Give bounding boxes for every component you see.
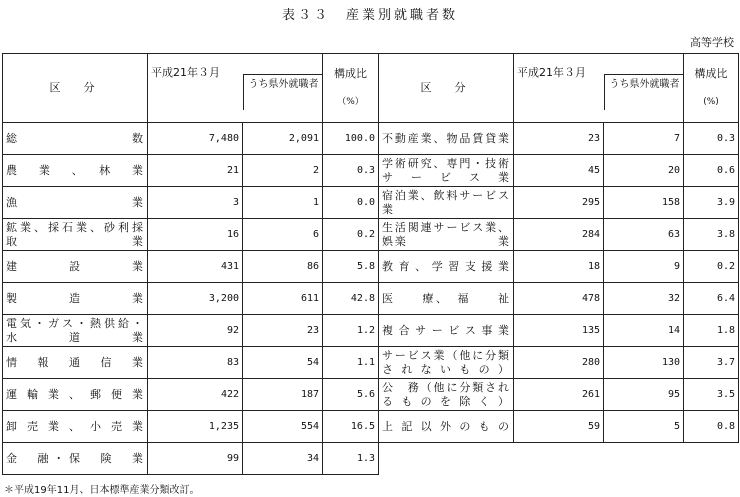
- header-ratio-right-label: 構成比: [694, 67, 728, 80]
- cell-outside: 54: [243, 347, 323, 379]
- row-label: 複合サービス事業: [379, 315, 514, 347]
- header-year-left-label: 平成21年３月: [151, 66, 220, 79]
- cell-total: 280: [514, 347, 604, 379]
- school-level-label: 高等学校: [690, 36, 734, 49]
- cell-total: 18: [514, 251, 604, 283]
- cell-outside: 34: [243, 443, 323, 475]
- header-ratio-right: [684, 54, 739, 123]
- cell-total: 59: [514, 411, 604, 443]
- row-label: 運輸業、郵便業: [3, 379, 148, 411]
- table-title: 表３３ 産業別就職者数: [281, 8, 458, 23]
- employment-table: [2, 53, 739, 475]
- cell-total: 21: [148, 155, 243, 187]
- cell-ratio: 0.6: [684, 155, 739, 187]
- cell-ratio: 0.8: [684, 411, 739, 443]
- cell-total: 23: [514, 123, 604, 155]
- cell-total: 478: [514, 283, 604, 315]
- row-label: 不動産業、物品賃貸業: [379, 123, 514, 155]
- cell-ratio: 1.3: [323, 443, 379, 475]
- row-label: 上記以外のもの: [379, 411, 514, 443]
- cell-outside: 1: [243, 187, 323, 219]
- header-year-left: [148, 54, 323, 123]
- cell-outside: 23: [243, 315, 323, 347]
- header-category-right: 区 分: [379, 54, 514, 123]
- cell-outside: 20: [604, 155, 684, 187]
- row-label: 電気・ガス・熱供給・ 水 道 業: [3, 315, 148, 347]
- footnote: ＊平成19年11月、日本標準産業分類改訂。: [4, 485, 200, 496]
- row-label: 公 務（他に分類されるものを除く）: [379, 379, 514, 411]
- header-ratio-left-unit: （%）: [337, 97, 364, 107]
- header-row: [3, 54, 739, 123]
- cell-ratio: 16.5: [323, 411, 379, 443]
- cell-outside: 611: [243, 283, 323, 315]
- row-label: 卸売業、小売業: [3, 411, 148, 443]
- cell-ratio: 0.2: [323, 219, 379, 251]
- table-row: [3, 443, 739, 475]
- cell-outside: 187: [243, 379, 323, 411]
- header-year-right-label: 平成21年３月: [517, 66, 586, 79]
- header-outside-right: うち県外就職者: [604, 74, 684, 110]
- cell-total: 261: [514, 379, 604, 411]
- cell-ratio: 6.4: [684, 283, 739, 315]
- cell-ratio: 3.8: [684, 219, 739, 251]
- cell-outside: 2,091: [243, 123, 323, 155]
- cell-total: 7,480: [148, 123, 243, 155]
- cell-ratio: 1.2: [323, 315, 379, 347]
- cell-outside: 63: [604, 219, 684, 251]
- cell-total: 16: [148, 219, 243, 251]
- cell-outside: 130: [604, 347, 684, 379]
- header-category-left: 区 分: [3, 54, 148, 123]
- header-ratio-left-label: 構成比: [334, 67, 367, 80]
- cell-ratio: 3.9: [684, 187, 739, 219]
- cell-total: 135: [514, 315, 604, 347]
- row-label: 金 融・保 険 業: [3, 443, 148, 475]
- table-row: [3, 379, 739, 411]
- cell-ratio: 0.0: [323, 187, 379, 219]
- table-row: [3, 219, 739, 251]
- cell-outside: 86: [243, 251, 323, 283]
- cell-total: 83: [148, 347, 243, 379]
- row-label: サービス業（他に分類されないもの）: [379, 347, 514, 379]
- table-row: [3, 155, 739, 187]
- row-label: 建 設 業: [3, 251, 148, 283]
- row-label: 鉱業、採石業、砂利採 取 業: [3, 219, 148, 251]
- table-row: [3, 411, 739, 443]
- row-label: 製 造 業: [3, 283, 148, 315]
- cell-total: 3,200: [148, 283, 243, 315]
- cell-total: 45: [514, 155, 604, 187]
- cell-total: 99: [148, 443, 243, 475]
- table-row: [3, 283, 739, 315]
- cell-outside: 5: [604, 411, 684, 443]
- row-label: 宿泊業、飲料サービス業: [379, 187, 514, 219]
- cell-ratio: 100.0: [323, 123, 379, 155]
- table-body: [3, 123, 739, 475]
- cell-ratio: 5.8: [323, 251, 379, 283]
- row-label: 医 療、 福 祉: [379, 283, 514, 315]
- row-label: 漁 業: [3, 187, 148, 219]
- row-label: 総 数: [3, 123, 148, 155]
- cell-outside: 6: [243, 219, 323, 251]
- header-ratio-right-unit: (%): [703, 97, 719, 107]
- cell-ratio: 0.3: [323, 155, 379, 187]
- empty-cell: [379, 443, 739, 475]
- cell-outside: 7: [604, 123, 684, 155]
- cell-total: 3: [148, 187, 243, 219]
- table-row: [3, 251, 739, 283]
- cell-ratio: 0.3: [684, 123, 739, 155]
- cell-ratio: 3.7: [684, 347, 739, 379]
- cell-total: 284: [514, 219, 604, 251]
- table-row: [3, 187, 739, 219]
- cell-outside: 554: [243, 411, 323, 443]
- cell-outside: 158: [604, 187, 684, 219]
- cell-ratio: 5.6: [323, 379, 379, 411]
- cell-total: 295: [514, 187, 604, 219]
- cell-outside: 14: [604, 315, 684, 347]
- cell-ratio: 3.5: [684, 379, 739, 411]
- cell-outside: 9: [604, 251, 684, 283]
- cell-outside: 95: [604, 379, 684, 411]
- cell-ratio: 0.2: [684, 251, 739, 283]
- cell-outside: 32: [604, 283, 684, 315]
- header-year-right: [514, 54, 684, 123]
- table-row: [3, 315, 739, 347]
- header-ratio-left: [323, 54, 379, 123]
- row-label: 学術研究、専門・技術サ ー ビ ス 業: [379, 155, 514, 187]
- cell-outside: 2: [243, 155, 323, 187]
- cell-ratio: 1.8: [684, 315, 739, 347]
- cell-total: 431: [148, 251, 243, 283]
- row-label: 情 報 通 信 業: [3, 347, 148, 379]
- row-label: 農 業 、 林 業: [3, 155, 148, 187]
- cell-total: 422: [148, 379, 243, 411]
- cell-total: 1,235: [148, 411, 243, 443]
- header-outside-left: うち県外就職者: [243, 74, 323, 110]
- table-row: [3, 347, 739, 379]
- table-row: [3, 123, 739, 155]
- cell-total: 92: [148, 315, 243, 347]
- cell-ratio: 1.1: [323, 347, 379, 379]
- row-label: 教育、学習支援業: [379, 251, 514, 283]
- cell-ratio: 42.8: [323, 283, 379, 315]
- row-label: 生活関連サービス業、娯楽 業: [379, 219, 514, 251]
